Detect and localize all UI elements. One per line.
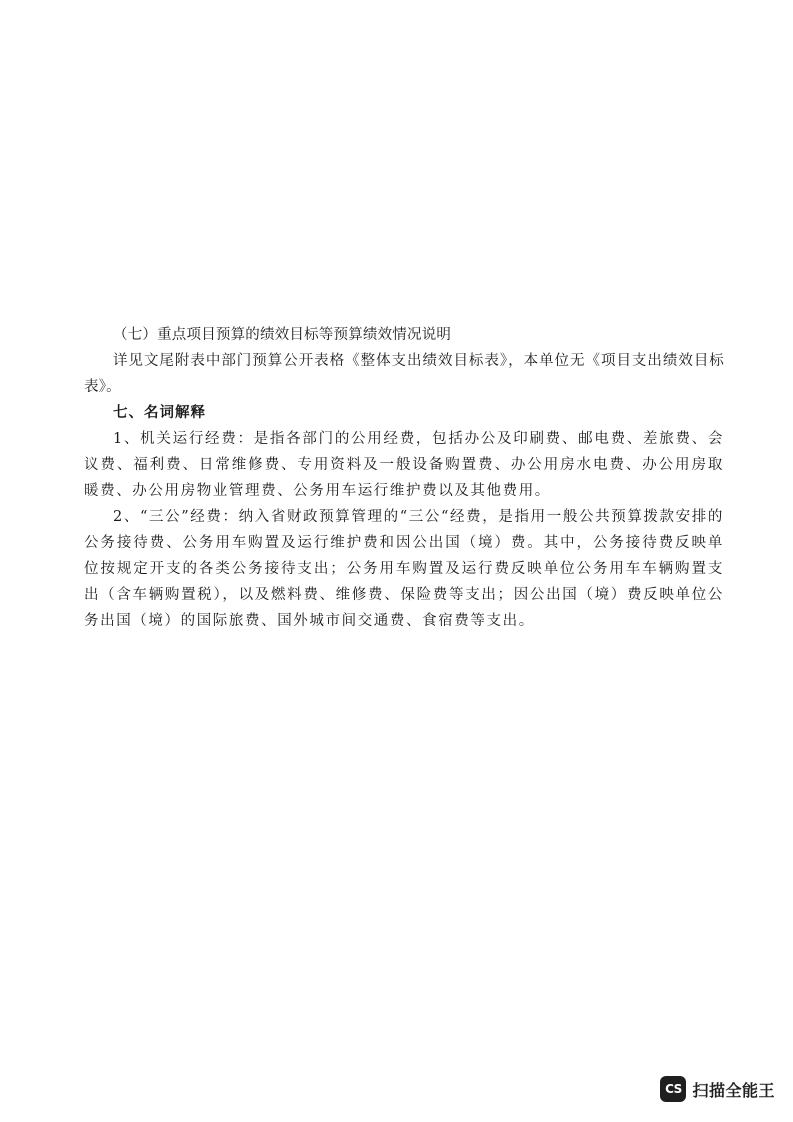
section-seven-heading: （七）重点项目预算的绩效目标等预算绩效情况说明	[113, 327, 452, 343]
term-definition-1: 1、机关运行经费：是指各部门的公用经费，包括办公及印刷费、邮电费、差旅费、会议费、福利费、日常维修费、专用资料及一般设备购置费、办公用房水电费、办公用房取暖费、办公用房物业管理费、公务用车运行维护费以及其他费用。	[84, 431, 724, 499]
scanner-watermark	[660, 1076, 775, 1102]
section-seven-body: 详见文尾附表中部门预算公开表格《整体支出绩效目标表》，本单位无《项目支出绩效目标表》。	[84, 353, 724, 395]
document-body	[84, 322, 724, 634]
term-definition-2: 2、“三公”经费：纳入省财政预算管理的“三公“经费，是指用一般公共预算拨款安排的公务接待费、公务用车购置及运行维护费和因公出国（境）费。其中，公务接待费反映单位按规定开支的各类公务接待支出；公务用车购置及运行费反映单位公务用车车辆购置支出（含车辆购置税），以及燃料费、维修费、保险费等支出；因公出国（境）费反映单位公务出国（境）的国际旅费、国外城市间交通费、食宿费等支出。	[84, 509, 724, 629]
watermark-app-name: 扫描全能王	[692, 1080, 775, 1100]
camscanner-logo-icon: CS	[660, 1076, 686, 1102]
chapter-heading: 七、名词解释	[113, 405, 206, 421]
